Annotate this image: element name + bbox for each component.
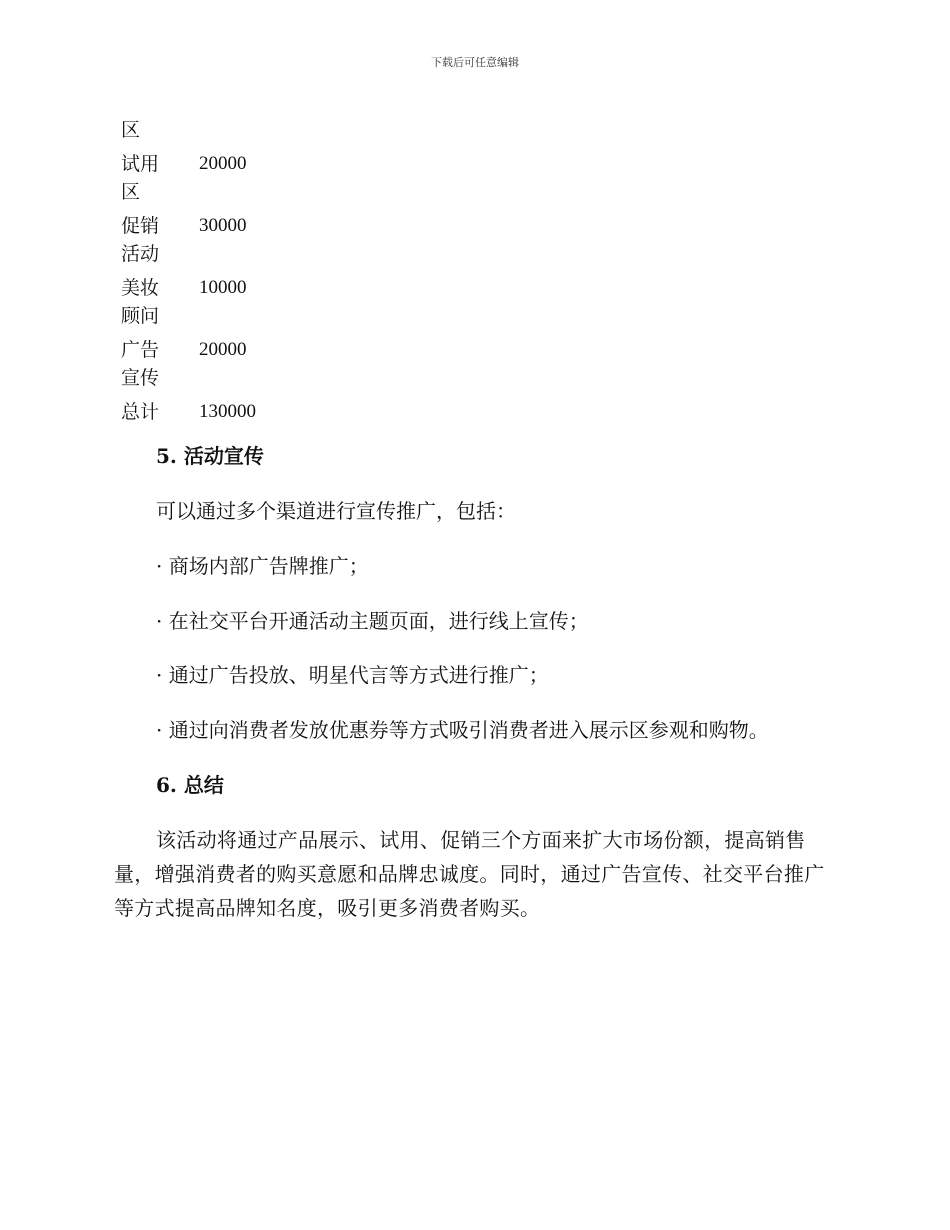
budget-item: 促销活动 — [121, 215, 160, 265]
bullet-item — [114, 716, 836, 744]
section-heading: 5. 活动宣传 — [156, 444, 264, 468]
budget-amount: 20000 — [199, 153, 247, 174]
summary-block — [114, 823, 836, 925]
budget-row — [121, 398, 321, 426]
bullet-item — [114, 552, 836, 580]
budget-row — [121, 212, 321, 268]
budget-row — [121, 116, 321, 144]
budget-amount: 20000 — [199, 339, 247, 360]
bullet-text: · 通过向消费者发放优惠券等方式吸引消费者进入展示区参观和购物。 — [156, 718, 769, 742]
page-header-note: 下载后可任意编辑 — [431, 56, 519, 69]
budget-row — [121, 150, 321, 206]
summary-paragraph: 该活动将通过产品展示、试用、促销三个方面来扩大市场份额，提高销售量，增强消费者的购买意愿和品牌忠诚度。同时，通过广告宣传、社交平台推广等方式提高品牌知名度，吸引更多消费者购买。 — [114, 828, 825, 920]
bullet-text: · 商场内部广告牌推广； — [156, 554, 369, 578]
bullet-item — [114, 607, 836, 635]
budget-amount: 10000 — [199, 277, 247, 298]
budget-item: 总计 — [121, 401, 160, 423]
section-6-title — [114, 771, 836, 799]
section-5-title — [114, 442, 836, 470]
budget-item: 美妆顾问 — [121, 277, 160, 327]
budget-item: 区 — [121, 119, 141, 141]
budget-row — [121, 274, 321, 330]
budget-amount: 130000 — [199, 401, 256, 422]
budget-row — [121, 336, 321, 392]
budget-item: 广告宣传 — [121, 339, 160, 389]
intro-paragraph: 可以通过多个渠道进行宣传推广，包括： — [156, 499, 516, 523]
section-5-intro — [114, 497, 836, 525]
budget-amount: 30000 — [199, 215, 247, 236]
section-heading: 6. 总结 — [156, 773, 224, 797]
budget-table — [121, 116, 321, 432]
bullet-item — [114, 661, 836, 689]
budget-item: 试用区 — [121, 153, 160, 203]
bullet-text: · 在社交平台开通活动主题页面，进行线上宣传； — [156, 609, 589, 633]
bullet-text: · 通过广告投放、明星代言等方式进行推广； — [156, 663, 549, 687]
